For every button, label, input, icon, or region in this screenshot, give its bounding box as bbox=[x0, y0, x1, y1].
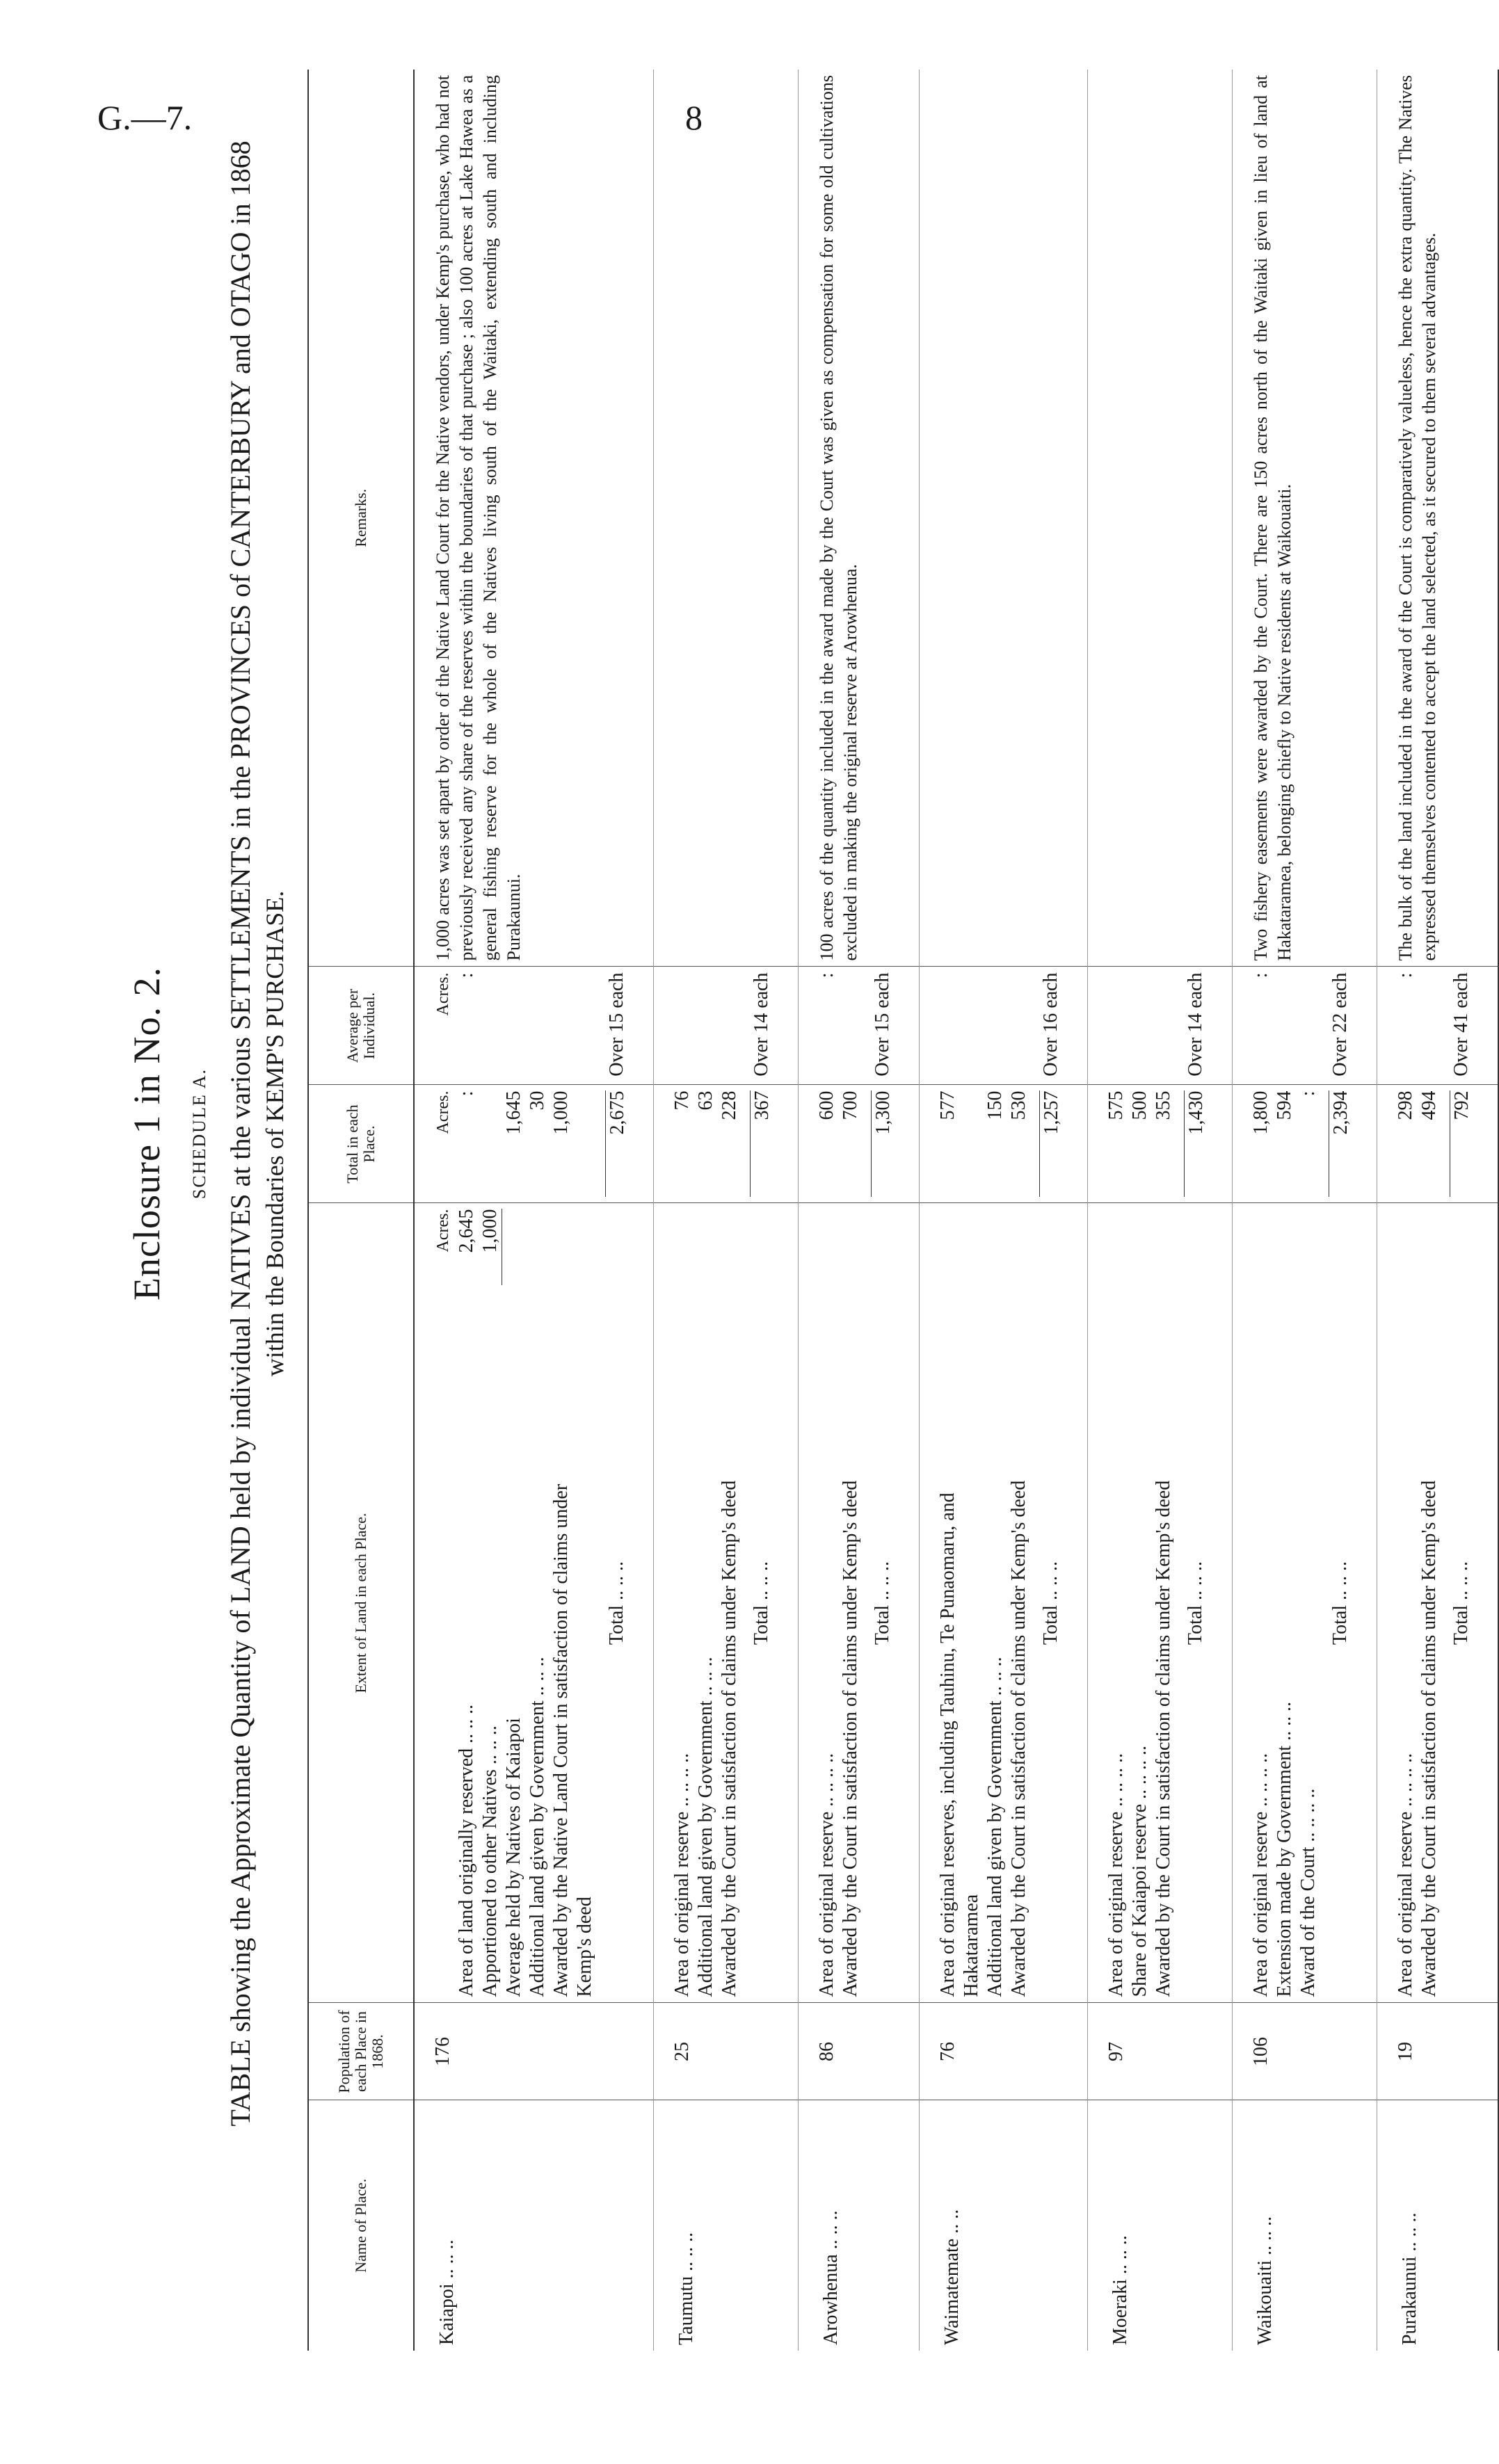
extent-line bbox=[1418, 1209, 1441, 1997]
average-per-individual: Over 15 each bbox=[606, 972, 627, 1077]
table-row bbox=[1233, 70, 1377, 2351]
remarks-cell: Two fishery easements were awarded by the Court. There are 150 acres north of the Waitaki given in lieu of land at Hakataramea, belonging chiefly to Native residents at Waikouaiti. bbox=[1233, 70, 1377, 967]
extent-line bbox=[1007, 1209, 1031, 1997]
extent-acres bbox=[573, 1209, 597, 1286]
total-label: Total .. .. .. bbox=[606, 1561, 627, 1645]
extent-acres bbox=[694, 1209, 718, 1286]
average-cell bbox=[799, 967, 920, 1085]
acres-unit-label: Acres. bbox=[434, 1090, 452, 1134]
place-total: 367 bbox=[750, 1091, 774, 1198]
total-label: Total .. .. .. bbox=[872, 1561, 893, 1645]
extent-text: Area of original reserve .. .. .. .. bbox=[1105, 1753, 1127, 1997]
average-per-individual: Over 22 each bbox=[1329, 972, 1351, 1077]
average-per-individual: Over 41 each bbox=[1450, 972, 1472, 1077]
extent-line bbox=[960, 1209, 984, 1997]
extent-line bbox=[839, 1209, 863, 1997]
average-spacer bbox=[526, 973, 550, 1079]
extent-line bbox=[1273, 1209, 1297, 1997]
extent-cell bbox=[414, 1203, 654, 2003]
place-name: Taumutu .. .. .. bbox=[654, 2100, 799, 2351]
extent-acres bbox=[671, 1209, 694, 1286]
spacer bbox=[597, 1091, 605, 1198]
population-cell: 25 bbox=[654, 2003, 799, 2100]
average-cell bbox=[414, 967, 654, 1085]
average-cell bbox=[1233, 967, 1377, 1085]
average-spacer bbox=[479, 973, 502, 1079]
extent-cell bbox=[920, 1203, 1088, 2003]
extent-cell bbox=[1233, 1203, 1377, 2003]
average-cell bbox=[1088, 967, 1233, 1085]
extent-text: Hakataramea bbox=[961, 1894, 982, 1997]
average-marker: : bbox=[1250, 972, 1272, 979]
place-name: Purakaunui .. .. .. bbox=[1377, 2100, 1499, 2351]
col-header-total: Total in each Place. bbox=[308, 1085, 414, 1203]
extent-acres bbox=[839, 1209, 863, 1286]
spacer bbox=[1176, 1209, 1184, 1997]
total-label: Total .. .. .. bbox=[1329, 1561, 1351, 1645]
extent-line bbox=[1297, 1209, 1320, 1997]
spacer bbox=[863, 1091, 871, 1198]
extent-acres bbox=[1007, 1209, 1031, 1286]
place-name: Arowhenua .. .. .. bbox=[799, 2100, 920, 2351]
population-cell: 19 bbox=[1377, 2003, 1499, 2100]
line-total bbox=[960, 1091, 984, 1198]
place-name: Waikouaiti .. .. .. bbox=[1233, 2100, 1377, 2351]
extent-acres bbox=[1394, 1209, 1418, 1286]
extent-acres bbox=[1418, 1209, 1441, 1286]
line-total: 530 bbox=[1008, 1090, 1029, 1120]
population-cell: 86 bbox=[799, 2003, 920, 2100]
extent-text: Award of the Court .. .. .. .. bbox=[1297, 1788, 1319, 1997]
place-total: 2,675 bbox=[605, 1091, 630, 1198]
spacer bbox=[1031, 1091, 1039, 1198]
extent-text: Awarded by the Court in satisfaction of claims under Kemp's deed bbox=[1008, 1480, 1029, 1997]
spacer bbox=[742, 973, 750, 1079]
col-header-extent: Extent of Land in each Place. bbox=[308, 1203, 414, 2003]
place-total: 2,394 bbox=[1329, 1091, 1353, 1198]
total-cell bbox=[799, 1085, 920, 1203]
total-label: Total .. .. .. bbox=[751, 1561, 772, 1645]
table-title-line-2: within the Boundaries of KEMP'S PURCHASE. bbox=[261, 890, 289, 1377]
extent-line bbox=[984, 1209, 1007, 1997]
extent-line bbox=[1394, 1209, 1418, 1997]
average-marker: : bbox=[456, 972, 477, 979]
population-cell: 97 bbox=[1088, 2003, 1233, 2100]
extent-acres: 2,645 bbox=[456, 1209, 477, 1253]
population-cell: 176 bbox=[414, 2003, 654, 2100]
place-total: 1,430 bbox=[1184, 1091, 1208, 1198]
extent-text: Awarded by the Court in satisfaction of claims under Kemp's deed bbox=[719, 1480, 740, 1997]
extent-acres bbox=[1249, 1209, 1273, 1286]
extent-line bbox=[718, 1209, 742, 1997]
spacer bbox=[1176, 973, 1184, 1079]
spacer bbox=[1441, 973, 1450, 1079]
spacer bbox=[1441, 1209, 1450, 1997]
remarks-cell: 100 acres of the quantity included in the award made by the Court was given as compensation for some old cultivations excluded in making the original reserve at Arowhenua. bbox=[799, 70, 920, 967]
enclosure-title: Enclosure 1 in No. 2. bbox=[126, 967, 168, 1301]
population-cell: 106 bbox=[1233, 2003, 1377, 2100]
average-spacer bbox=[502, 973, 526, 1079]
place-total: 792 bbox=[1450, 1091, 1474, 1198]
extent-acres bbox=[1105, 1209, 1128, 1286]
extent-acres bbox=[1128, 1209, 1152, 1286]
remarks-cell: The bulk of the land included in the award of the Court is comparatively valueless, hence the extra quantity. The Natives expressed themselves contented to accept the land selected, as it secured to them several advantages. bbox=[1377, 70, 1499, 967]
total-cell bbox=[1233, 1085, 1377, 1203]
line-total: : bbox=[1297, 1090, 1319, 1097]
average-spacer bbox=[694, 973, 718, 1079]
extent-acres bbox=[936, 1209, 960, 1286]
spacer bbox=[1176, 1091, 1184, 1198]
extent-text: Area of land originally reserved .. .. .. bbox=[456, 1704, 477, 1997]
line-total: 1,000 bbox=[550, 1090, 572, 1135]
line-total: 30 bbox=[527, 1090, 548, 1111]
spacer bbox=[597, 973, 605, 1079]
spacer bbox=[1031, 1209, 1039, 1997]
place-name: Waimatemate .. .. bbox=[920, 2100, 1088, 2351]
extent-line bbox=[1249, 1209, 1273, 1997]
place-total: 1,257 bbox=[1039, 1091, 1064, 1198]
average-spacer bbox=[839, 973, 863, 1079]
average-spacer bbox=[550, 973, 573, 1079]
line-total: 577 bbox=[937, 1090, 959, 1120]
table-row bbox=[414, 70, 654, 2351]
document-code: G.—7. bbox=[97, 98, 193, 137]
average-spacer bbox=[984, 973, 1007, 1079]
extent-acres bbox=[1273, 1209, 1297, 1286]
extent-line bbox=[502, 1209, 526, 1997]
extent-acres: 1,000 bbox=[479, 1209, 502, 1286]
average-spacer bbox=[1418, 973, 1441, 1079]
total-cell bbox=[920, 1085, 1088, 1203]
extent-line bbox=[479, 1209, 502, 1997]
average-marker: : bbox=[1395, 972, 1416, 979]
extent-line bbox=[1128, 1209, 1152, 1997]
total-label: Total .. .. .. bbox=[1040, 1561, 1061, 1645]
line-total: 494 bbox=[1418, 1090, 1440, 1120]
total-cell bbox=[414, 1085, 654, 1203]
extent-text: Area of original reserve .. .. .. .. bbox=[671, 1753, 693, 1997]
line-total: 76 bbox=[671, 1090, 693, 1111]
spacer bbox=[1441, 1091, 1450, 1198]
line-total: 1,800 bbox=[1250, 1090, 1272, 1135]
population-cell: 76 bbox=[920, 2003, 1088, 2100]
extent-text: Extension made by Government .. .. .. bbox=[1274, 1701, 1295, 1997]
land-schedule-table bbox=[307, 70, 1499, 2351]
rotated-schedule-sheet bbox=[125, 0, 1473, 2351]
extent-acres bbox=[815, 1209, 839, 1286]
extent-text: Area of original reserve .. .. .. .. bbox=[816, 1753, 837, 1997]
line-total: 594 bbox=[1274, 1090, 1295, 1120]
extent-acres bbox=[1297, 1209, 1320, 1286]
extent-cell bbox=[799, 1203, 920, 2003]
extent-line bbox=[936, 1209, 960, 1997]
extent-text: Additional land given by Government .. .. .. bbox=[695, 1657, 716, 1997]
extent-text: Awarded by the Court in satisfaction of claims under Kemp's deed bbox=[840, 1480, 861, 1997]
total-cell bbox=[1088, 1085, 1233, 1203]
average-per-individual: Over 16 each bbox=[1040, 972, 1061, 1077]
extent-acres bbox=[718, 1209, 742, 1286]
average-marker bbox=[936, 973, 960, 1079]
average-marker bbox=[1105, 973, 1128, 1079]
place-name: Kaiapoi .. .. .. bbox=[414, 2100, 654, 2351]
table-title-line-1: TABLE showing the Approximate Quantity of LAND held by individual NATIVES at the various SETTLEMENTS in the PROVINCES of CANTERBURY and OTAGO in 1868 bbox=[225, 140, 256, 2127]
remarks-cell bbox=[920, 70, 1088, 967]
line-total: 600 bbox=[816, 1090, 837, 1120]
extent-text: Area of original reserve .. .. .. .. bbox=[1395, 1753, 1416, 1997]
extent-acres bbox=[1152, 1209, 1176, 1286]
line-total: 63 bbox=[695, 1090, 716, 1111]
schedule-heading: SCHEDULE A. bbox=[189, 1068, 209, 1200]
average-spacer bbox=[573, 973, 597, 1079]
spacer bbox=[742, 1209, 750, 1997]
average-spacer bbox=[718, 973, 742, 1079]
remarks-cell: 1,000 acres was set apart by order of the Native Land Court for the Native vendors, under Kemp's purchase, who had not previously received any share of the reserves within the boundaries of that purchase ; also 100 acres at Lake Hawea as a general fishing reserve for the whole of the Natives living south of the Waitaki, extending south and including Purakaunui. bbox=[414, 70, 654, 967]
extent-text: Additional land given by Government .. .. .. bbox=[527, 1657, 548, 1997]
extent-acres bbox=[526, 1209, 550, 1286]
line-total bbox=[573, 1091, 597, 1198]
average-per-individual: Over 15 each bbox=[872, 972, 893, 1077]
line-total: 150 bbox=[984, 1090, 1006, 1120]
spacer bbox=[863, 973, 871, 1079]
col-header-name: Name of Place. bbox=[308, 2100, 414, 2351]
line-total: 298 bbox=[1395, 1090, 1416, 1120]
extent-cell bbox=[1088, 1203, 1233, 2003]
extent-text: Apportioned to other Natives .. .. .. bbox=[479, 1725, 501, 1997]
line-total: : bbox=[456, 1090, 477, 1097]
extent-line bbox=[671, 1209, 694, 1997]
extent-acres bbox=[502, 1209, 526, 1286]
line-total: 500 bbox=[1129, 1090, 1151, 1120]
table-header-row bbox=[308, 70, 414, 2351]
extent-line bbox=[815, 1209, 839, 1997]
average-cell bbox=[920, 967, 1088, 1085]
extent-line bbox=[694, 1209, 718, 1997]
table-row bbox=[654, 70, 799, 2351]
average-per-individual: Over 14 each bbox=[1185, 972, 1206, 1077]
average-spacer bbox=[1273, 973, 1297, 1079]
spacer bbox=[597, 1209, 605, 1997]
remarks-cell bbox=[1088, 70, 1233, 967]
extent-text: Share of Kaiapoi reserve .. .. .. .. bbox=[1129, 1745, 1151, 1997]
average-cell bbox=[654, 967, 799, 1085]
average-per-individual: Over 14 each bbox=[751, 972, 772, 1077]
extent-acres bbox=[960, 1209, 984, 1286]
acres-unit-label: Acres. bbox=[434, 1209, 452, 1253]
total-cell bbox=[1377, 1085, 1499, 1203]
average-spacer bbox=[1128, 973, 1152, 1079]
table-row bbox=[920, 70, 1088, 2351]
spacer bbox=[1320, 1091, 1329, 1198]
acres-unit-label: Acres. bbox=[434, 972, 452, 1016]
spacer bbox=[1031, 973, 1039, 1079]
spacer bbox=[1320, 973, 1329, 1079]
table-row bbox=[1377, 70, 1499, 2351]
extent-text: Additional land given by Government .. .. .. bbox=[984, 1657, 1006, 1997]
col-header-remarks: Remarks. bbox=[308, 70, 414, 967]
average-spacer bbox=[1297, 973, 1320, 1079]
extent-line bbox=[550, 1209, 573, 1997]
extent-text: Area of original reserve .. .. .. .. bbox=[1250, 1753, 1272, 1997]
extent-text: Kemp's deed bbox=[574, 1897, 595, 1997]
extent-text: Awarded by the Court in satisfaction of claims under Kemp's deed bbox=[1418, 1480, 1440, 1997]
spacer bbox=[863, 1209, 871, 1997]
table-row bbox=[1088, 70, 1233, 2351]
line-total: 355 bbox=[1153, 1090, 1174, 1120]
spacer bbox=[1320, 1209, 1329, 1997]
col-header-population: Population of each Place in 1868. bbox=[308, 2003, 414, 2100]
page-number: 8 bbox=[685, 98, 703, 137]
line-total: 228 bbox=[719, 1090, 740, 1120]
col-header-average: Average per Individual. bbox=[308, 967, 414, 1085]
average-spacer bbox=[960, 973, 984, 1079]
place-name: Moeraki .. .. .. bbox=[1088, 2100, 1233, 2351]
extent-line bbox=[455, 1209, 479, 1997]
average-marker bbox=[671, 973, 694, 1079]
average-marker: : bbox=[816, 972, 837, 979]
extent-line bbox=[1152, 1209, 1176, 1997]
line-total: 575 bbox=[1105, 1090, 1127, 1120]
extent-line bbox=[526, 1209, 550, 1997]
extent-text: Awarded by the Native Land Court in satisfaction of claims under bbox=[550, 1483, 572, 1997]
average-spacer bbox=[1007, 973, 1031, 1079]
line-total bbox=[479, 1091, 502, 1198]
extent-text: Average held by Natives of Kaiapoi bbox=[503, 1718, 524, 1997]
total-label: Total .. .. .. bbox=[1450, 1561, 1472, 1645]
extent-cell bbox=[654, 1203, 799, 2003]
place-total: 1,300 bbox=[871, 1091, 895, 1198]
extent-acres bbox=[550, 1209, 573, 1286]
total-label: Total .. .. .. bbox=[1185, 1561, 1206, 1645]
remarks-cell bbox=[654, 70, 799, 967]
total-cell bbox=[654, 1085, 799, 1203]
table-row bbox=[799, 70, 920, 2351]
extent-line bbox=[1105, 1209, 1128, 1997]
extent-acres bbox=[984, 1209, 1007, 1286]
extent-line bbox=[573, 1209, 597, 1997]
extent-text: Area of original reserves, including Tauhinu, Te Punaomaru, and bbox=[937, 1492, 959, 1997]
line-total: 700 bbox=[840, 1090, 861, 1120]
average-spacer bbox=[1152, 973, 1176, 1079]
average-cell bbox=[1377, 967, 1499, 1085]
extent-text: Awarded by the Court in satisfaction of claims under Kemp's deed bbox=[1153, 1480, 1174, 1997]
extent-cell bbox=[1377, 1203, 1499, 2003]
spacer bbox=[742, 1091, 750, 1198]
line-total: 1,645 bbox=[503, 1090, 524, 1135]
